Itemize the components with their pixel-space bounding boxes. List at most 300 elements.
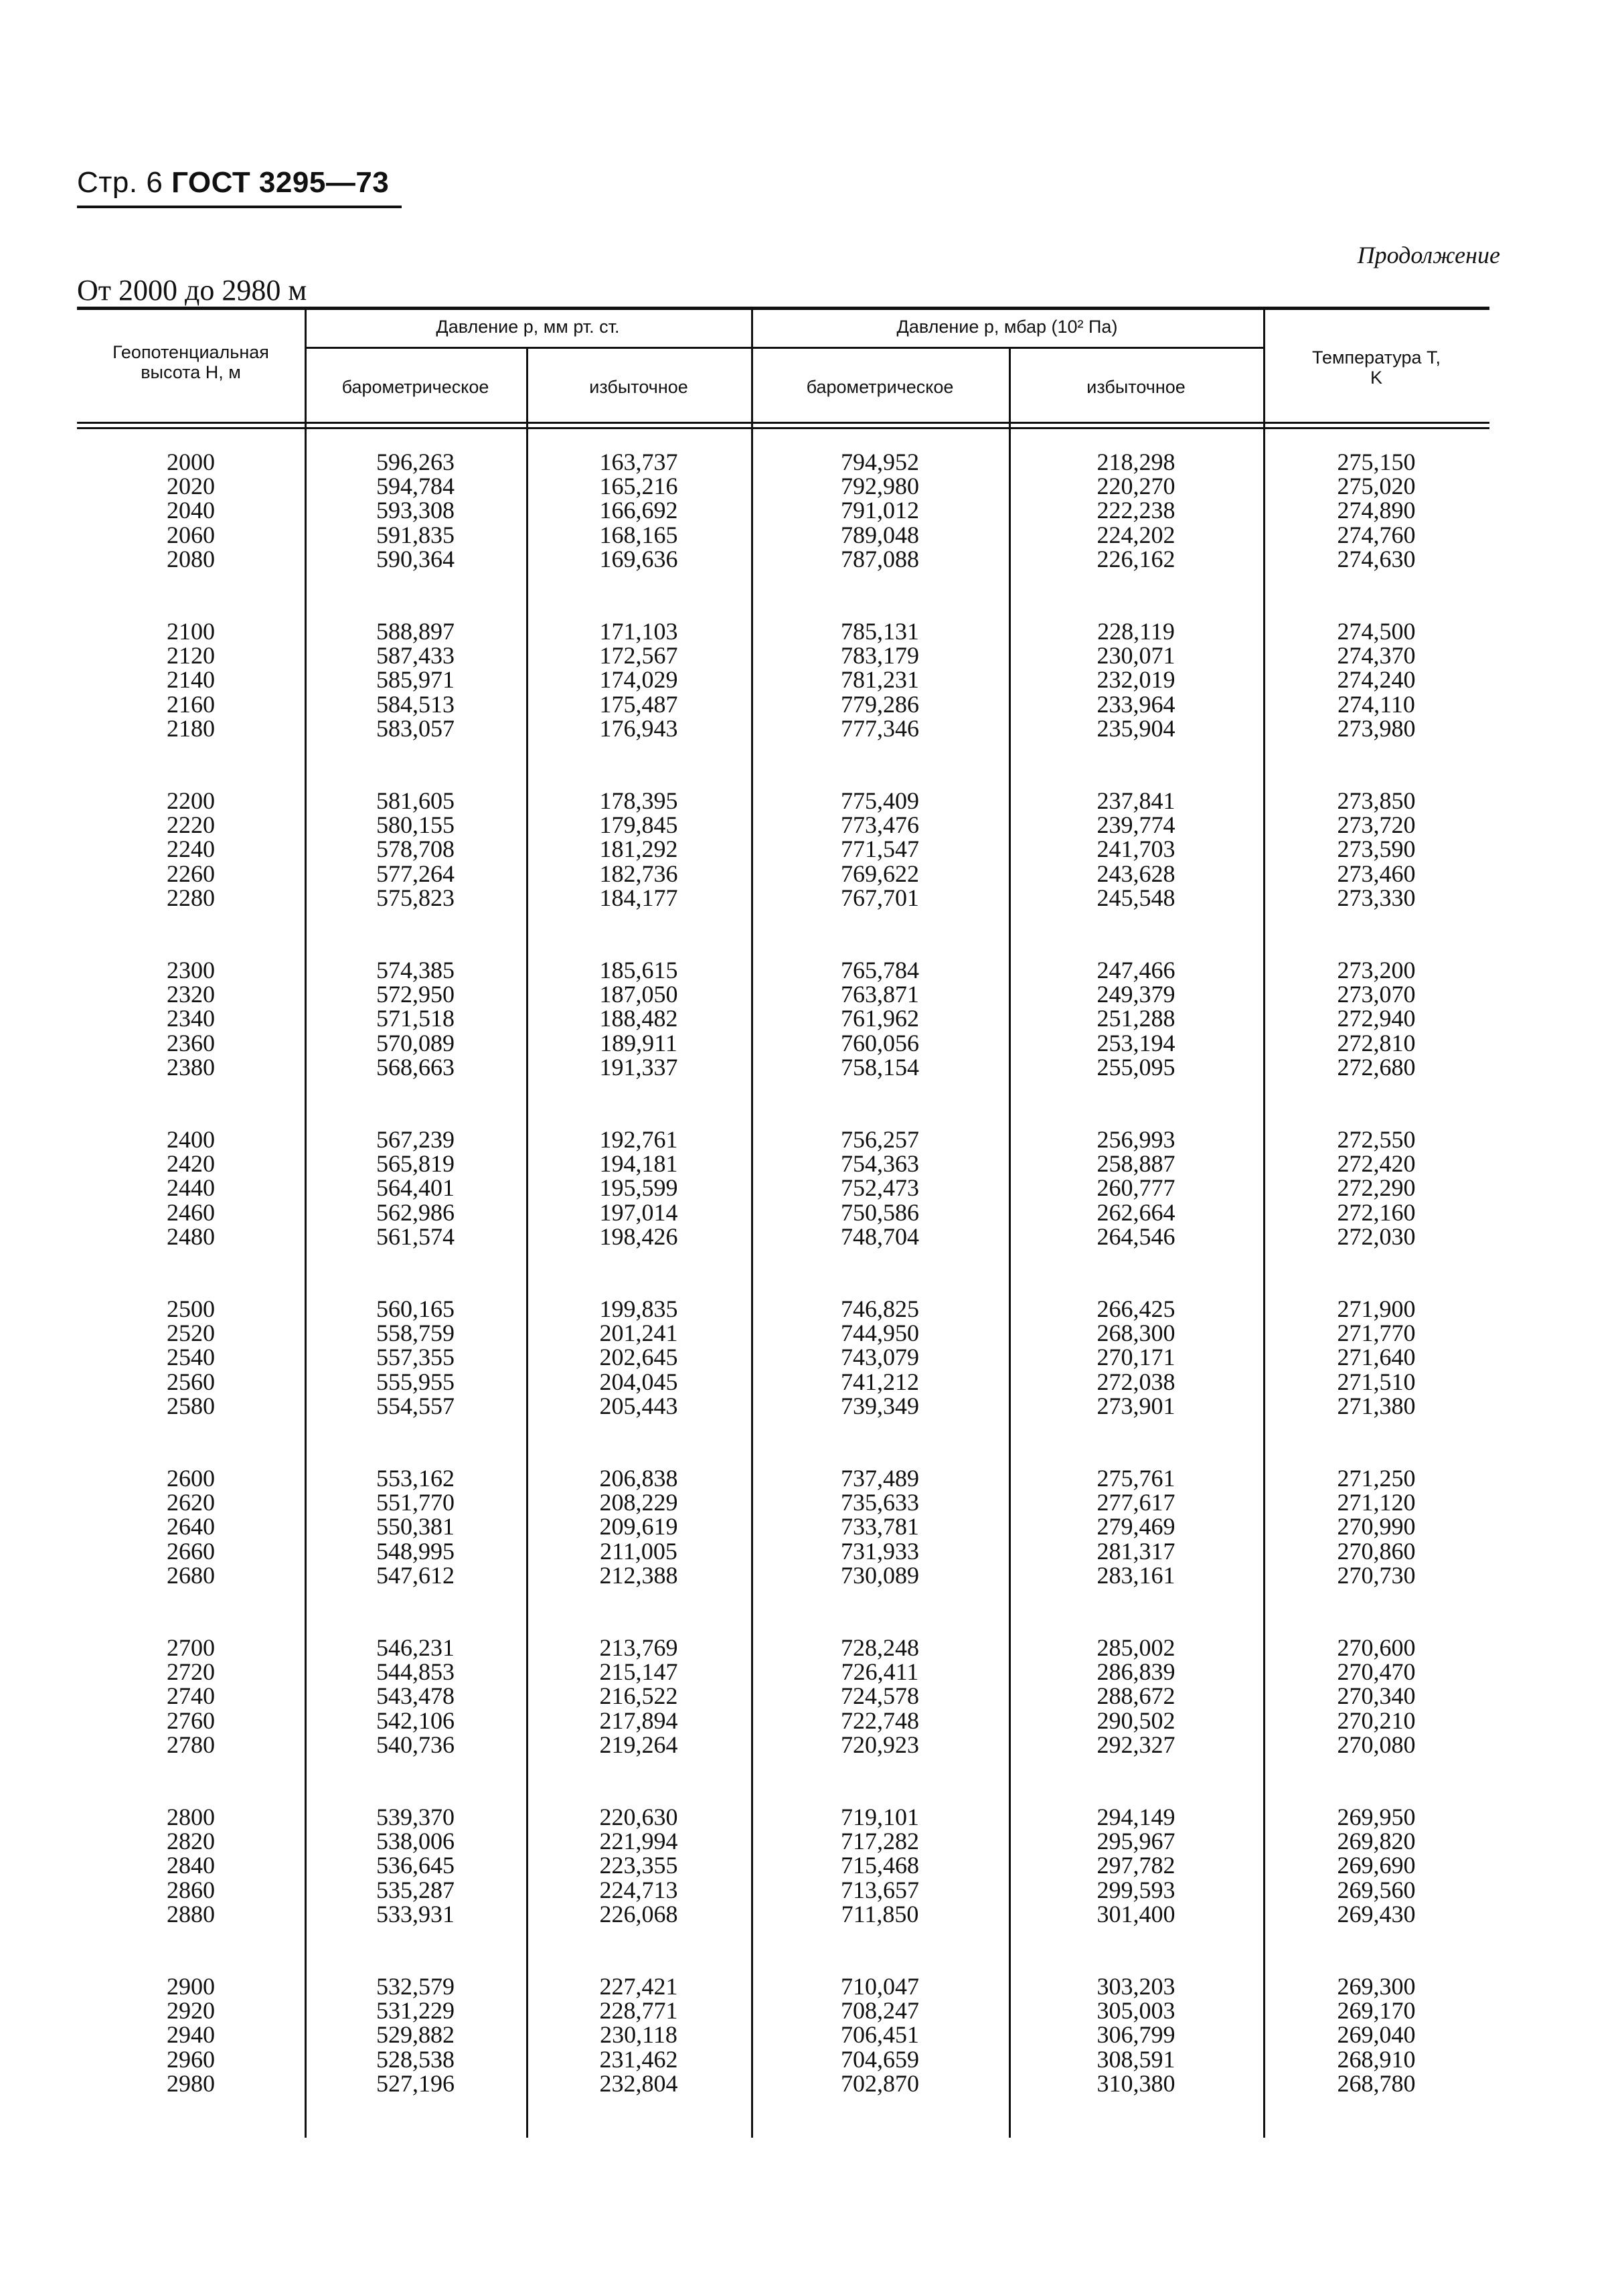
table-cell: 273,901 [1097, 1392, 1175, 1419]
table-cell: 568,663 [376, 1053, 455, 1081]
table-top-rule [77, 307, 1489, 310]
table-cell: 2260 [167, 860, 215, 887]
table-cell: 211,005 [600, 1537, 677, 1565]
table-cell: 756,257 [841, 1126, 919, 1153]
table-cell: 305,003 [1097, 1997, 1175, 2025]
table-cell: 174,029 [599, 666, 678, 694]
table-cell: 271,250 [1337, 1465, 1416, 1492]
table-cell: 547,612 [376, 1561, 455, 1589]
table-cell: 255,095 [1097, 1053, 1175, 1081]
table-cell: 2280 [167, 884, 215, 911]
table-cell: 779,286 [841, 690, 919, 718]
table-cell: 230,071 [1097, 642, 1175, 669]
table-cell: 794,952 [841, 449, 919, 475]
header-group-mbar: Давление p, мбар (10² Па) [896, 317, 1118, 337]
header-mm-excess: избыточное [589, 377, 688, 397]
table-cell: 702,870 [841, 2069, 919, 2097]
table-cell: 198,426 [599, 1222, 678, 1250]
table-cell: 715,468 [841, 1852, 919, 1879]
table-cell: 206,838 [599, 1465, 678, 1492]
table-cell: 2300 [167, 957, 215, 983]
header-mm-barometric: барометрическое [341, 377, 489, 397]
table-cell: 230,118 [600, 2021, 677, 2049]
table-cell: 269,950 [1337, 1804, 1416, 1830]
table-cell: 269,560 [1337, 1876, 1416, 1903]
table-cell: 710,047 [841, 1973, 919, 2000]
table-cell: 781,231 [841, 666, 919, 694]
header-height-text: Геопотенциальная высота H, м [112, 342, 269, 382]
table-cell: 2420 [167, 1150, 215, 1178]
table-cell: 2360 [167, 1029, 215, 1056]
table-cell: 528,538 [376, 2045, 455, 2073]
table-cell: 2720 [167, 1658, 215, 1686]
table-cell: 204,045 [599, 1368, 678, 1395]
table-cell: 187,050 [599, 981, 678, 1008]
table-cell: 2160 [167, 690, 215, 718]
table-cell: 789,048 [841, 521, 919, 548]
table-cell: 2780 [167, 1731, 215, 1758]
table-cell: 750,586 [841, 1198, 919, 1226]
table-cell: 272,290 [1337, 1174, 1416, 1202]
table-cell: 767,701 [841, 884, 919, 911]
table-cell: 269,300 [1337, 1973, 1416, 2000]
table-cell: 277,617 [1097, 1489, 1175, 1516]
table-cell: 527,196 [376, 2069, 455, 2097]
table-cell: 260,777 [1097, 1174, 1175, 1202]
table-cell: 591,835 [376, 521, 455, 548]
table-cell: 554,557 [376, 1392, 455, 1419]
table-cell: 274,500 [1337, 618, 1416, 645]
table-cell: 185,615 [599, 957, 678, 983]
table-cell: 266,425 [1097, 1295, 1175, 1322]
table-cell: 272,940 [1337, 1005, 1416, 1032]
table-cell: 303,203 [1097, 1973, 1175, 2000]
table-cell: 565,819 [376, 1150, 455, 1178]
table-cell: 2860 [167, 1876, 215, 1903]
table-cell: 270,860 [1337, 1537, 1416, 1565]
table-cell: 529,882 [376, 2021, 455, 2049]
header-bottom-rule-1 [77, 422, 1489, 424]
table-cell: 288,672 [1097, 1682, 1175, 1710]
table-cell: 273,460 [1337, 860, 1416, 887]
table-cell: 245,548 [1097, 884, 1175, 911]
table-cell: 713,657 [841, 1876, 919, 1903]
table-cell: 787,088 [841, 545, 919, 572]
table-cell: 169,636 [599, 545, 678, 572]
table-cell: 542,106 [376, 1707, 455, 1734]
table-cell: 580,155 [376, 811, 455, 839]
table-cell: 226,068 [599, 1900, 678, 1927]
table-cell: 531,229 [376, 1997, 455, 2025]
table-cell: 273,980 [1337, 714, 1416, 742]
table-cell: 551,770 [376, 1489, 455, 1516]
table-cell: 728,248 [841, 1634, 919, 1661]
table-cell: 212,388 [599, 1561, 678, 1589]
table-cell: 2480 [167, 1222, 215, 1250]
table-cell: 572,950 [376, 981, 455, 1008]
table-cell: 197,014 [599, 1198, 678, 1226]
table-cell: 294,149 [1097, 1804, 1175, 1830]
table-cell: 2900 [167, 1973, 215, 2000]
header-temperature [1263, 348, 1489, 388]
table-cell: 2240 [167, 836, 215, 863]
table-cell: 270,080 [1337, 1731, 1416, 1758]
table-cell: 544,853 [376, 1658, 455, 1686]
continuation-label: Продолжение [1357, 242, 1500, 268]
table-cell: 763,871 [841, 981, 919, 1008]
table-cell: 184,177 [599, 884, 678, 911]
table-cell: 237,841 [1097, 787, 1175, 814]
table-cell: 739,349 [841, 1392, 919, 1419]
table-cell: 2800 [167, 1804, 215, 1830]
table-cell: 711,850 [841, 1900, 919, 1927]
header-bottom-rule-2 [77, 427, 1489, 429]
table-cell: 178,395 [599, 787, 678, 814]
table-cell: 285,002 [1097, 1634, 1175, 1661]
table-cell: 220,630 [599, 1804, 678, 1830]
table-cell: 553,162 [376, 1465, 455, 1492]
table-cell: 754,363 [841, 1150, 919, 1178]
table-cell: 2020 [167, 473, 215, 500]
table-cell: 550,381 [376, 1513, 455, 1540]
table-cell: 2320 [167, 981, 215, 1008]
table-cell: 270,171 [1097, 1344, 1175, 1371]
table-cell: 791,012 [841, 497, 919, 524]
table-cell: 724,578 [841, 1682, 919, 1710]
table-cell: 219,264 [599, 1731, 678, 1758]
table-cell: 2520 [167, 1320, 215, 1347]
table-cell: 2080 [167, 545, 215, 572]
table-cell: 560,165 [376, 1295, 455, 1322]
table-cell: 194,181 [599, 1150, 678, 1178]
table-cell: 191,337 [599, 1053, 678, 1081]
table-cell: 226,162 [1097, 545, 1175, 572]
table-cell: 2660 [167, 1537, 215, 1565]
table-cell: 771,547 [841, 836, 919, 863]
table-cell: 176,943 [599, 714, 678, 742]
table-cell: 281,317 [1097, 1537, 1175, 1565]
table-cell: 268,300 [1097, 1320, 1175, 1347]
table-cell: 741,212 [841, 1368, 919, 1395]
table-cell: 269,170 [1337, 1997, 1416, 2025]
table-cell: 558,759 [376, 1320, 455, 1347]
table-cell: 2120 [167, 642, 215, 669]
table-cell: 264,546 [1097, 1222, 1175, 1250]
table-cell: 310,380 [1097, 2069, 1175, 2097]
table-cell: 775,409 [841, 787, 919, 814]
table-cell: 577,264 [376, 860, 455, 887]
table-cell: 270,470 [1337, 1658, 1416, 1686]
table-cell: 175,487 [599, 690, 678, 718]
table-cell: 273,590 [1337, 836, 1416, 863]
table-cell: 188,482 [599, 1005, 678, 1032]
table-cell: 760,056 [841, 1029, 919, 1056]
table-cell: 172,567 [599, 642, 678, 669]
table-cell: 301,400 [1097, 1900, 1175, 1927]
range-title: От 2000 до 2980 м [77, 274, 307, 307]
table-cell: 216,522 [599, 1682, 678, 1710]
table-cell: 792,980 [841, 473, 919, 500]
table-cell: 2060 [167, 521, 215, 548]
table-cell: 719,101 [841, 1804, 919, 1830]
table-cell: 726,411 [841, 1658, 919, 1686]
table-cell: 306,799 [1097, 2021, 1175, 2049]
header-mbar-excess: избыточное [1086, 377, 1186, 397]
table-cell: 536,645 [376, 1852, 455, 1879]
table-cell: 269,690 [1337, 1852, 1416, 1879]
table-cell: 272,810 [1337, 1029, 1416, 1056]
table-cell: 235,904 [1097, 714, 1175, 742]
table-cell: 2580 [167, 1392, 215, 1419]
table-cell: 2400 [167, 1126, 215, 1153]
table-cell: 2880 [167, 1900, 215, 1927]
table-cell: 273,850 [1337, 787, 1416, 814]
table-cell: 708,247 [841, 1997, 919, 2025]
table-cell: 548,995 [376, 1537, 455, 1565]
table-cell: 730,089 [841, 1561, 919, 1589]
table-cell: 2540 [167, 1344, 215, 1371]
table-cell: 594,784 [376, 473, 455, 500]
table-cell: 2620 [167, 1489, 215, 1516]
table-cell: 189,911 [600, 1029, 677, 1056]
table-cell: 557,355 [376, 1344, 455, 1371]
table-cell: 574,385 [376, 957, 455, 983]
table-cell: 746,825 [841, 1295, 919, 1322]
table-cell: 2000 [167, 449, 215, 475]
table-cell: 279,469 [1097, 1513, 1175, 1540]
table-cell: 539,370 [376, 1804, 455, 1830]
table-cell: 272,160 [1337, 1198, 1416, 1226]
table-cell: 270,210 [1337, 1707, 1416, 1734]
table-cell: 202,645 [599, 1344, 678, 1371]
table-cell: 752,473 [841, 1174, 919, 1202]
table-cell: 295,967 [1097, 1828, 1175, 1855]
table-cell: 533,931 [376, 1900, 455, 1927]
table-cell: 271,640 [1337, 1344, 1416, 1371]
table-cell: 744,950 [841, 1320, 919, 1347]
table-cell: 578,708 [376, 836, 455, 863]
table-cell: 272,030 [1337, 1222, 1416, 1250]
table-cell: 195,599 [599, 1174, 678, 1202]
table-cell: 274,240 [1337, 666, 1416, 694]
table-cell: 743,079 [841, 1344, 919, 1371]
table-cell: 243,628 [1097, 860, 1175, 887]
table-cell: 546,231 [376, 1634, 455, 1661]
table-cell: 587,433 [376, 642, 455, 669]
table-cell: 253,194 [1097, 1029, 1175, 1056]
table-cell: 272,420 [1337, 1150, 1416, 1178]
table-cell: 555,955 [376, 1368, 455, 1395]
table-cell: 735,633 [841, 1489, 919, 1516]
table-cell: 769,622 [841, 860, 919, 887]
table-cell: 241,703 [1097, 836, 1175, 863]
table-cell: 272,550 [1337, 1126, 1416, 1153]
table-cell: 564,401 [376, 1174, 455, 1202]
table-cell: 275,150 [1337, 449, 1416, 475]
table-cell: 271,900 [1337, 1295, 1416, 1322]
table-cell: 233,964 [1097, 690, 1175, 718]
table-cell: 220,270 [1097, 473, 1175, 500]
table-cell: 171,103 [599, 618, 678, 645]
table-cell: 2560 [167, 1368, 215, 1395]
table-cell: 275,761 [1097, 1465, 1175, 1492]
table-cell: 201,241 [599, 1320, 678, 1347]
table-cell: 270,730 [1337, 1561, 1416, 1589]
table-cell: 218,298 [1097, 449, 1175, 475]
table-cell: 575,823 [376, 884, 455, 911]
table-cell: 765,784 [841, 957, 919, 983]
table-cell: 562,986 [376, 1198, 455, 1226]
table-cell: 228,119 [1097, 618, 1175, 645]
header-group-mm: Давление p, мм рт. ст. [436, 317, 620, 337]
table-cell: 585,971 [376, 666, 455, 694]
table-cell: 758,154 [841, 1053, 919, 1081]
table-cell: 205,443 [599, 1392, 678, 1419]
table-cell: 292,327 [1097, 1731, 1175, 1758]
table-cell: 199,835 [599, 1295, 678, 1322]
table-cell: 2640 [167, 1513, 215, 1540]
group-rule [305, 347, 1263, 349]
table-cell: 590,364 [376, 545, 455, 572]
table-cell: 733,781 [841, 1513, 919, 1540]
table-cell: 783,179 [841, 642, 919, 669]
table-cell: 2700 [167, 1634, 215, 1661]
table-cell: 271,380 [1337, 1392, 1416, 1419]
table-cell: 272,680 [1337, 1053, 1416, 1081]
table-cell: 561,574 [376, 1222, 455, 1250]
table-cell: 2920 [167, 1997, 215, 2025]
table-cell: 299,593 [1097, 1876, 1175, 1903]
table-cell: 251,288 [1097, 1005, 1175, 1032]
header-mbar-barometric: барометрическое [806, 377, 954, 397]
table-cell: 274,890 [1337, 497, 1416, 524]
table-cell: 588,897 [376, 618, 455, 645]
table-cell: 722,748 [841, 1707, 919, 1734]
table-cell: 543,478 [376, 1682, 455, 1710]
table-cell: 773,476 [841, 811, 919, 839]
header-rule [77, 206, 402, 208]
table-cell: 215,147 [599, 1658, 678, 1686]
table-cell: 269,820 [1337, 1828, 1416, 1855]
table-cell: 168,165 [599, 521, 678, 548]
table-cell: 2600 [167, 1465, 215, 1492]
table-cell: 239,774 [1097, 811, 1175, 839]
table-cell: 785,131 [841, 618, 919, 645]
table-cell: 270,600 [1337, 1634, 1416, 1661]
table-cell: 2840 [167, 1852, 215, 1879]
table-cell: 532,579 [376, 1973, 455, 2000]
table-cell: 2100 [167, 618, 215, 645]
header-height [77, 343, 305, 382]
table-cell: 2040 [167, 497, 215, 524]
table-cell: 222,238 [1097, 497, 1175, 524]
table-cell: 228,771 [599, 1997, 678, 2025]
table-cell: 208,229 [599, 1489, 678, 1516]
table-cell: 269,430 [1337, 1900, 1416, 1927]
table-cell: 717,282 [841, 1828, 919, 1855]
page-number: Стр. 6 [77, 166, 163, 199]
table-cell: 181,292 [599, 836, 678, 863]
table-cell: 731,933 [841, 1537, 919, 1565]
table-cell: 748,704 [841, 1222, 919, 1250]
table-cell: 166,692 [599, 497, 678, 524]
table-cell: 2760 [167, 1707, 215, 1734]
table-cell: 2960 [167, 2045, 215, 2073]
table-cell: 2500 [167, 1295, 215, 1322]
table-cell: 232,019 [1097, 666, 1175, 694]
table-cell: 704,659 [841, 2045, 919, 2073]
table-cell: 217,894 [599, 1707, 678, 1734]
table-cell: 274,370 [1337, 642, 1416, 669]
table-cell: 275,020 [1337, 473, 1416, 500]
standard-code: ГОСТ 3295—73 [171, 166, 390, 199]
table-cell: 777,346 [841, 714, 919, 742]
table-cell: 2940 [167, 2021, 215, 2049]
table-cell: 2200 [167, 787, 215, 814]
table-cell: 571,518 [376, 1005, 455, 1032]
table-cell: 706,451 [841, 2021, 919, 2049]
table-cell: 596,263 [376, 449, 455, 475]
table-cell: 274,630 [1337, 545, 1416, 572]
table-cell: 283,161 [1097, 1561, 1175, 1589]
page-header [77, 166, 389, 200]
table-cell: 297,782 [1097, 1852, 1175, 1879]
table-cell: 761,962 [841, 1005, 919, 1032]
table-cell: 268,780 [1337, 2069, 1416, 2097]
table-cell: 2680 [167, 1561, 215, 1589]
table-cell: 274,110 [1337, 690, 1415, 718]
table-cell: 2460 [167, 1198, 215, 1226]
table-cell: 271,120 [1337, 1489, 1416, 1516]
table-cell: 583,057 [376, 714, 455, 742]
table-cell: 593,308 [376, 497, 455, 524]
table-cell: 2380 [167, 1053, 215, 1081]
table-cell: 269,040 [1337, 2021, 1416, 2049]
table-cell: 286,839 [1097, 1658, 1175, 1686]
table-cell: 535,287 [376, 1876, 455, 1903]
table-cell: 231,462 [599, 2045, 678, 2073]
table-cell: 2980 [167, 2069, 215, 2097]
table-cell: 270,990 [1337, 1513, 1416, 1540]
header-temperature-text: Температура T, K [1311, 347, 1441, 388]
table-cell: 232,804 [599, 2069, 678, 2097]
table-cell: 165,216 [599, 473, 678, 500]
table-cell: 2220 [167, 811, 215, 839]
table-cell: 209,619 [599, 1513, 678, 1540]
table-cell: 271,510 [1337, 1368, 1416, 1395]
table-cell: 570,089 [376, 1029, 455, 1056]
table-cell: 538,006 [376, 1828, 455, 1855]
table-cell: 581,605 [376, 787, 455, 814]
table-cell: 192,761 [599, 1126, 678, 1153]
table-cell: 273,330 [1337, 884, 1416, 911]
table-cell: 273,070 [1337, 981, 1416, 1008]
table-cell: 224,202 [1097, 521, 1175, 548]
table-cell: 737,489 [841, 1465, 919, 1492]
table-cell: 2340 [167, 1005, 215, 1032]
table-cell: 567,239 [376, 1126, 455, 1153]
table-cell: 584,513 [376, 690, 455, 718]
table-cell: 2180 [167, 714, 215, 742]
table-cell: 163,737 [599, 449, 678, 475]
table-cell: 224,713 [599, 1876, 678, 1903]
table-cell: 720,923 [841, 1731, 919, 1758]
table-cell: 540,736 [376, 1731, 455, 1758]
table-cell: 182,736 [599, 860, 678, 887]
table-cell: 290,502 [1097, 1707, 1175, 1734]
table-cell: 268,910 [1337, 2045, 1416, 2073]
table-cell: 2740 [167, 1682, 215, 1710]
